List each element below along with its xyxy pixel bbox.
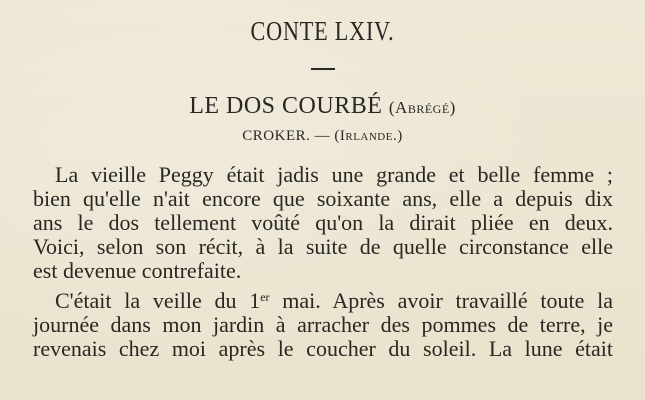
text-line: revenais chez moi après le coucher du soleil. La lune était [33,336,613,361]
source-line [0,128,645,145]
text-line: bien qu'elle n'ait encore que soixante ans, elle a depuis dix [33,186,613,211]
paragraph-2 [33,289,613,361]
ordinal-superscript: er [260,290,270,304]
source-origin: (Irlande.) [334,128,403,144]
text-line: journée dans mon jardin à arracher des pommes de terre, je [33,312,613,337]
text-line [33,289,613,313]
title-divider [311,68,335,70]
text-line: La vieille Peggy était jadis une grande et belle femme ; [55,162,613,187]
source-author: CROKER. — [242,128,331,144]
story-title: LE DOS COURBÉ [189,93,383,119]
text-line: est devenue contrefaite. [33,258,242,283]
text-line: ans le dos tellement voûté qu'on la dirait pliée en deux. [33,210,613,235]
story-subtitle: (Abrégé) [388,98,456,117]
text-line: Voici, selon son récit, à la suite de quelle circonstance elle [33,234,613,259]
paragraph-1 [33,163,613,283]
chapter-title: CONTE LXIV. [250,16,395,46]
text-fragment: mai. Après avoir travaillé toute la [269,288,613,313]
text-fragment: C'était la veille du 1 [55,288,261,313]
story-title-line [0,93,645,120]
